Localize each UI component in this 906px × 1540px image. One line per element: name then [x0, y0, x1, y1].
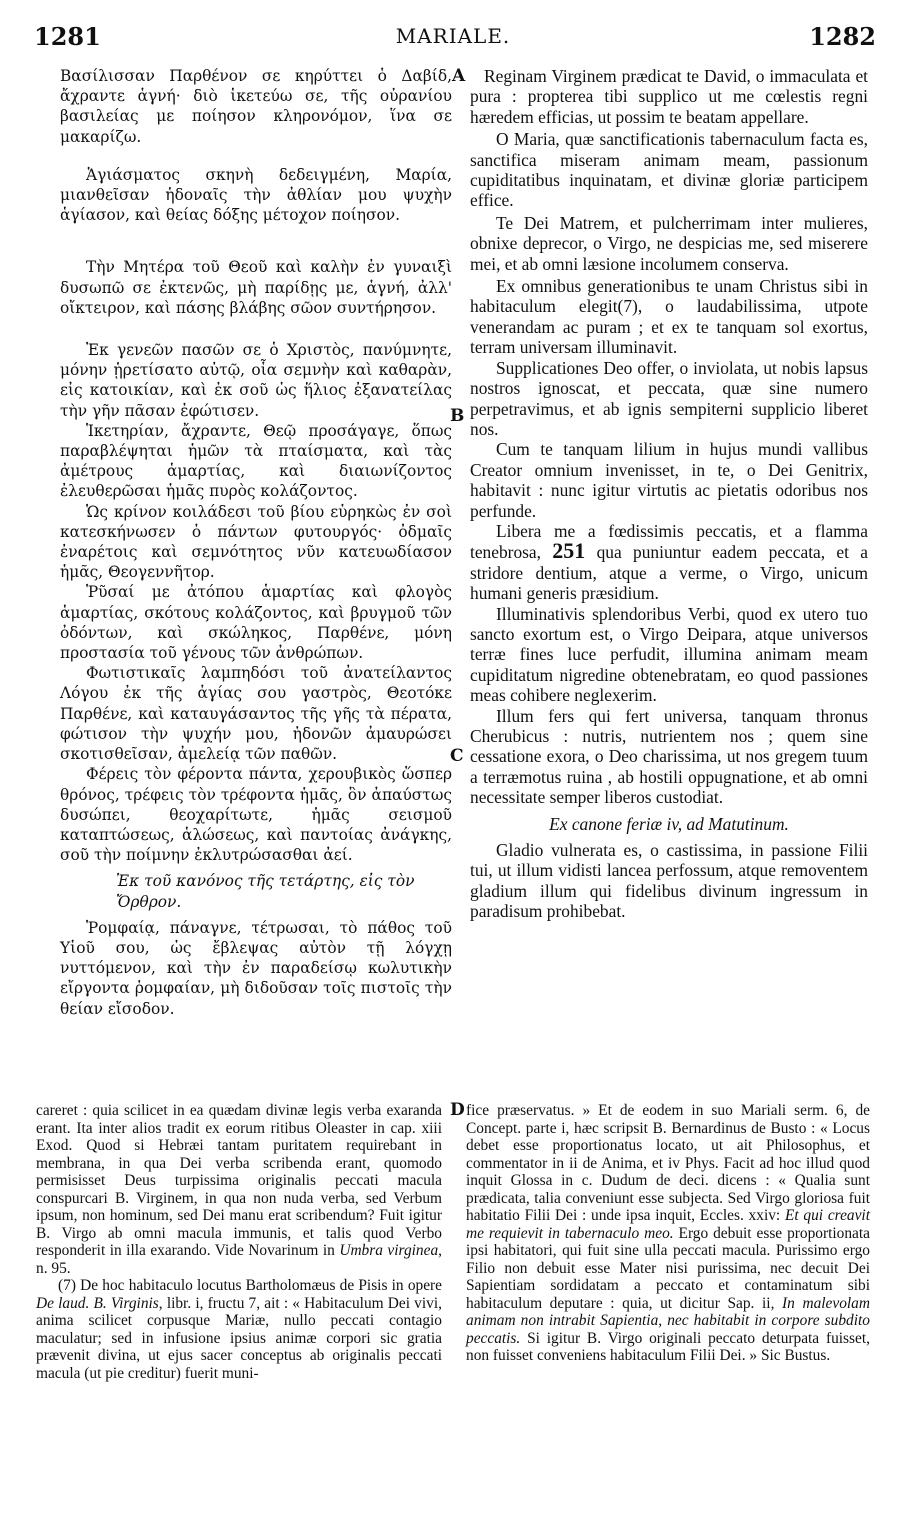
greek-paragraph: Βασίλισσαν Παρθένον σε κηρύττει ὁ Δαβίδ, ἄχραντε ἁγνή· διὸ ἱκετεύω σε, τῆς οὐρανίου βασιλείας με ποίησον κληρονόμον, ἵνα σε μακαρίζω.: [60, 67, 452, 146]
greek-paragraph: Ὡς κρίνον κοιλάδεσι τοῦ βίου εὑρηκὼς ἐν σοὶ κατεσκήνωσεν ὁ πάντων φυτουργός· ὀδμαῖς ἐναρέτοις καὶ σεμνότητος νῦν κατευωδίασον ἡμᾶς, Θεογεννῆτορ.: [60, 502, 452, 582]
footnote-span: Si igitur B. Virgo originali peccato deturpata fuisset, non fuisset conveniens habitaculum Filii Dei. » Sic Bustus.: [466, 1329, 870, 1364]
column-number: 251: [552, 538, 586, 564]
latin-paragraph: Illuminativis splendoribus Verbi, quod ex utero tuo sancto exortum est, o Virgo Deipara, atque universos terræ fines luce perfudit, illumina animam meam cupiditatum nigredine obtenebratam, eo quod passiones meas cohibere neglexerim.: [470, 603, 868, 706]
footnotes-right: [466, 1102, 870, 1365]
footnote-italic: Umbra virginea: [339, 1242, 439, 1259]
latin-paragraph: Reginam Virginem prædicat te David, o immaculata et pura : propterea tibi supplico ut me cœlestis regni hæredem efficias, ut possim te beatam appellare.: [470, 66, 868, 127]
latin-text: qua puniuntur eadem peccata, et a stridore dentium, atque a verme, o Virgo, unicum humani generis præsidium.: [470, 542, 868, 604]
page-header: [0, 22, 906, 58]
margin-letter-b: B: [450, 406, 465, 426]
margin-letter-a: A: [452, 66, 466, 86]
latin-column: [470, 66, 868, 922]
page-number-left: 1281: [34, 22, 101, 51]
greek-column: [60, 66, 452, 1019]
greek-paragraph: Φέρεις τὸν φέροντα πάντα, χερουβικὸς ὥσπερ θρόνος, τρέφεις τὸν τρέφοντα ἡμᾶς, ὃν ἀπαύστως δυσώπει, θεοχαρίτωτε, ἡμᾶς σεισμοῦ καταπτώσεως, ἁλώσεως, καὶ παντοίας ἀνάγκης, σοῦ τὴν ποίμνην ἐκλυτρώσασθαι ἀεί.: [60, 765, 452, 865]
latin-paragraph: Illum fers qui fert universa, tanquam thronus Cherubicus : nutris, nutrientem nos ; quem sine cessatione exora, o Deo charissima, ut nos gregem tuum a terræmotus ruina , ab hostili oppugnatione, et ab omni necessitate semper liberos custodiat.: [470, 705, 868, 808]
greek-paragraph: Ἐκ γενεῶν πασῶν σε ὁ Χριστὸς, πανύμνητε, μόνην ᾑρετίσατο αὐτῷ, οἷα σεμνὴν καὶ καθαρὰν, εἰς κατοικίαν, καὶ ἐκ σοῦ ὡς ἥλιος ἐξανατείλας τὴν γῆν πᾶσαν ἐφώτισεν.: [60, 341, 452, 420]
greek-paragraph: Ῥομφαίᾳ, πάναγνε, τέτρωσαι, τὸ πάθος τοῦ Υἱοῦ σου, ὡς ἔβλεψας αὐτὸν τῇ λόγχῃ νυττόμενον, καὶ τὴν ἐν παραδείσῳ κωλυτικὴν εἴργοντα ῥομφαίαν, μὴ διδοῦσαν τοῖς πιστοῖς τὴν θείαν εἴσοδον.: [60, 918, 452, 1018]
latin-paragraph: Te Dei Matrem, et pulcherrimam inter mulieres, obnixe deprecor, o Virgo, ne despicias me, sed miserere mei, et ab omni læsione incolumem conserva.: [470, 212, 868, 274]
running-title: MARIALE.: [395, 24, 511, 48]
greek-paragraph: Ῥῦσαί με ἀτόπου ἁμαρτίας καὶ φλογὸς ἁμαρτίας, σκότους κολάζοντος, καὶ βρυγμοῦ τῶν ὀδόντων, καὶ σκώληκος, Παρθένε, μόνη προστασία τοῦ γένους τῶν ἀνθρώπων.: [60, 583, 452, 663]
footnote-span: fice præservatus. » Et de eodem in suo Mariali serm. 6, de Concept. parte i, hæc scripsit B. Bernardinus de Busto : « Locus debet esse proportionatus locato, ut ait Philosophus, et commentator in ii de Anima, et iv Phys. Facit ad hoc illud quod inquit Glossa in c. Dudum de deci. dicens : « Qualia sunt prædicata, talia conveniunt esse subjecta. Sed Virgo gloriosa fuit habitatio Filii Dei : unde ipsa inquit, Eccles. xxiv:: [466, 1102, 870, 1224]
latin-paragraph: Ex omnibus generationibus te unam Christus sibi in habitaculum elegit(7), o laudabilissima, utpote venerandam ac puram ; et ex te tanquam sol exortus, terram universam illuminavit.: [470, 276, 868, 358]
footnote-span: careret : quia scilicet in ea quædam divinæ legis verba exaranda erant. Ita inter alios tradit ex eorum ritibus Oleaster in cap. xiii Exod. Quod si Hebræi tantam puritatem requirebant in membrana, in qua Dei verba scribenda erant, quomodo permisisset Deus turpissima originalis peccati macula conspurcari B. Virginem, in qua non nuda verba, sed Verbum ipsum, non hominum, sed Dei manu erat scribendum? Fuit igitur B. Virgo ab omni macula immunis, et talis quod Verbo responderit in illa exarando. Vide Novarinum in: [36, 1102, 442, 1259]
footnote-7: [36, 1277, 442, 1382]
greek-paragraph: Ἁγιάσματος σκηνὴ δεδειγμένη, Μαρία, μιανθεῖσαν ἡδοναῖς τὴν ἀθλίαν μου ψυχὴν ἁγίασον, καὶ θείας δόξης μέτοχον ποίησον.: [60, 165, 452, 225]
footnote-span: , n. 95.: [36, 1242, 443, 1277]
margin-letter-c: C: [450, 746, 464, 766]
latin-text: Libera me a fœdissimis peccatis, et a flamma tenebrosa,: [470, 520, 868, 563]
footnote-text: [466, 1102, 870, 1365]
footnote-span: (7) De hoc habitaculo locutus Bartholomæus de Pisis in opere: [58, 1277, 442, 1294]
footnote-italic: De laud. B. Virginis: [36, 1294, 159, 1312]
greek-section-heading: Ἐκ τοῦ κανόνος τῆς τετάρτης, εἰς τὸν Ὄρθρον.: [116, 872, 415, 911]
latin-paragraph: Gladio vulnerata es, o castissima, in passione Filii tui, ut illum vidisti lancea perfossum, atque removentem gladium illum qui fidelibus divinum ingressum in paradisum prohibebat.: [470, 840, 868, 922]
page-number-right: 1282: [809, 22, 876, 51]
latin-paragraph: Cum te tanquam lilium in hujus mundi vallibus Creator omnium invenisset, in te, o Dei Genitrix, habitavit : nunc igitur virtutis ac pietatis odoribus nos perfunde.: [470, 439, 868, 521]
footnote-text: [36, 1102, 442, 1277]
footnote-italic: Et qui creavit me requievit in tabernaculo meo.: [466, 1207, 870, 1242]
greek-paragraph: Ἱκετηρίαν, ἄχραντε, Θεῷ προσάγαγε, ὅπως παραβλέψηται ἡμῶν τὰ πταίσματα, καὶ τὰς ἀμέτρους ἁμαρτίας, καὶ διαιωνίζοντος ἐλευθερῶσαι ἡμᾶς πυρὸς κολάζοντος.: [60, 421, 452, 501]
latin-paragraph: Supplicationes Deo offer, o inviolata, ut nobis lapsus nostros ignoscat, et peccata, quæ sine numero perpetravimus, et ab ignis sempiterni supplicio liberet nos.: [470, 357, 868, 439]
footnotes-left: [36, 1102, 442, 1382]
greek-paragraph: Φωτιστικαῖς λαμπηδόσι τοῦ ἀνατείλαντος Λόγου ἐκ τῆς ἁγίας σου γαστρὸς, Θεοτόκε Παρθένε, καὶ καταυγάσαντος τῆς γῆς τὰ πέρατα, φώτισον τὴν ψυχήν μου, ἡδονῶν ἀμαυρώσει σκοτισθεῖσαν, ἀμελείᾳ τῶν παθῶν.: [60, 664, 452, 764]
margin-letter-d: D: [450, 1100, 465, 1120]
footnote-span: Ergo debuit esse proportionata ipsi habitatori, qui fuit sine ulla peccati macula. Purissimo ergo Filio non debuit esse Mater nisi purissima, nec decuit Dei Sapientiam sordidatam a peccato et contaminatum sibi habitaculum deputare : quia, ut dicitur Sap. ii,: [466, 1224, 870, 1312]
latin-paragraph: O Maria, quæ sanctificationis tabernaculum facta es, sanctifica miseram animam meam, passionum cupiditatibus inquinatam, et divinæ gloriæ participem effice.: [470, 129, 868, 211]
latin-paragraph: [470, 521, 868, 604]
latin-section-heading: Ex canone feriæ iv, ad Matutinum.: [549, 813, 789, 834]
footnote-italic: In malevolam animam non intrabit Sapientia, nec habitabit in corpore subdito peccatis.: [466, 1294, 870, 1347]
greek-paragraph: Τὴν Μητέρα τοῦ Θεοῦ καὶ καλὴν ἐν γυναιξὶ δυσωπῶ σε ἐκτενῶς, μὴ παρίδῃς με, ἁγνή, ἀλλ' οἴκτειρον, καὶ πάσης βλάβης σῶον συντήρησον.: [60, 258, 452, 317]
footnote-span: , libr. i, fructu 7, ait : « Habitaculum Dei vivi, anima scilicet corpusque Mariæ, nullo peccati contagio maculatur; sed in infusione ipsius animæ corpori sic gratia prævenit divina, ut ejus sacer conceptus ab originalis peccati macula (ut pie creditur) fuerit muni-: [36, 1294, 442, 1382]
